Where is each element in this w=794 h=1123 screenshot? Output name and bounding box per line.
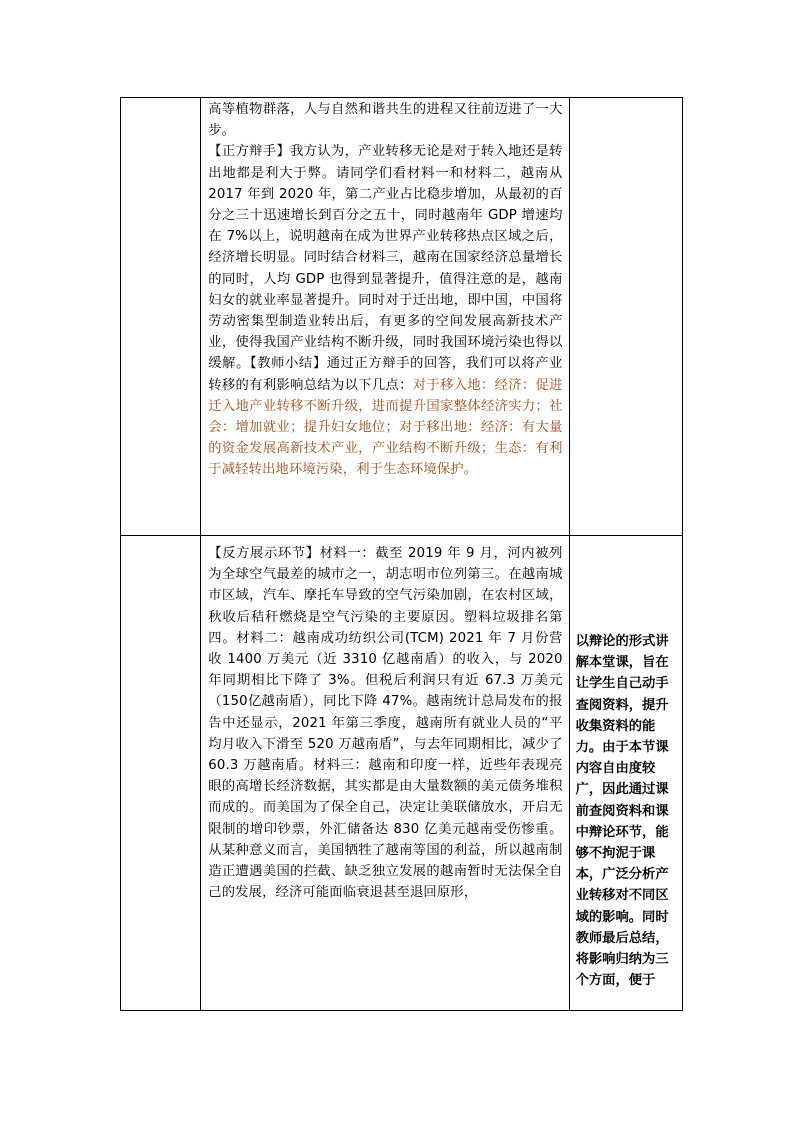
paragraph-ending: 高等植物群落，人与自然和谐共生的进程又往前迈进了一大步。 [208,102,563,139]
summary-highlight: 对于移入地：经济：促进迁入地产业转移不断升级，进而提升国家整体经济实力；社会：增加就业；提升妇女地位；对于移出地：经济：有大量的资金发展高新技术产业，产业结构不断升级；生态：有利于减轻转出地环境污染，利于生态环境保护。 [208,377,563,478]
con-debater-paragraph: 【反方展示环节】材料一：截至 2019 年 9 月，河内被列为全球空气最差的城市之一，胡志明市位列第三。在越南城市区域，汽车、摩托车导致的空气污染加剧，在农村区域，秋收后秸秆燃烧是空气污染的主要原因。塑料垃圾排名第四。材料二：越南成功纺织公司(TCM) 2021 年 7 月份营收 1400 万美元（近 3310 亿越南盾）的收入，与 2020 年同期相比下降了 3%。但税后利润只有近 67.3 万美元（150亿越南盾），同比下降 47%。越南统计总局发布的报告中还显示，2021 年第三季度，越南所有就业人员的“平均月收入下滑至 520 万越南盾”，与去年同期相比，减少了 60.3 万越南盾。材料三：越南和印度一样，近些年表现亮眼的高增长经济数据，其实都是由大量数额的美元债务堆积而成的。而美国为了保全自己，决定让美联储放水，开启无限制的增印钞票，外汇储备达 830 亿美元越南受伤惨重。从某种意义而言，美国牺牲了越南等国的利益，所以越南制造正遭遇美国的拦截、缺乏独立发展的越南暂时无法保全自己的发展，经济可能面临衰退甚至退回原形， [208,546,563,901]
design-intent-cell [569,536,682,1011]
design-intent-text: 以辩论的形式讲解本堂课，旨在让学生自己动手查阅资料，提升收集资料的能力。由于本节课内容自由度较广，因此通过课前查阅资料和课中辩论环节，能够不拘泥于课本，广泛分析产业转移对不同区域的影响。同时教师最后总结，将影响归纳为三个方面，便于 [575,634,669,989]
stage-cell [121,98,201,536]
content-text [201,98,568,535]
pro-debater-paragraph: 【正方辩手】我方认为，产业转移无论是对于转入地还是转出地都是利大于弊。请同学们看材料一和材料二，越南从 2017 年到 2020 年，第二产业占比稳步增加，从最初的百分之三十迅速增长到百分之五十，同时越南年 GDP 增速均在 7%以上，说明越南在成为世界产业转移热点区域之后，经济增长明显。同时结合材料三，越南在国家经济总量增长的同时，人均 GDP 也得到显著提升，值得注意的是，越南妇女的就业率显著提升。同时对于迁出地，即中国，中国将劳动密集型制造业转出后，有更多的空间发展高新技术产业，使得我国产业结构不断升级，同时我国环境污染也得以缓解。【教师小结】通过正方辩手的回答，我们可以将产业转移的有利影响总结为以下几点： [208,144,563,393]
stage-cell [121,536,201,1011]
content-cell [201,536,569,1011]
table-row [121,98,683,536]
table-row [121,536,683,1011]
lesson-table [120,97,683,1011]
content-cell [201,98,569,536]
design-intent-cell [569,98,682,536]
